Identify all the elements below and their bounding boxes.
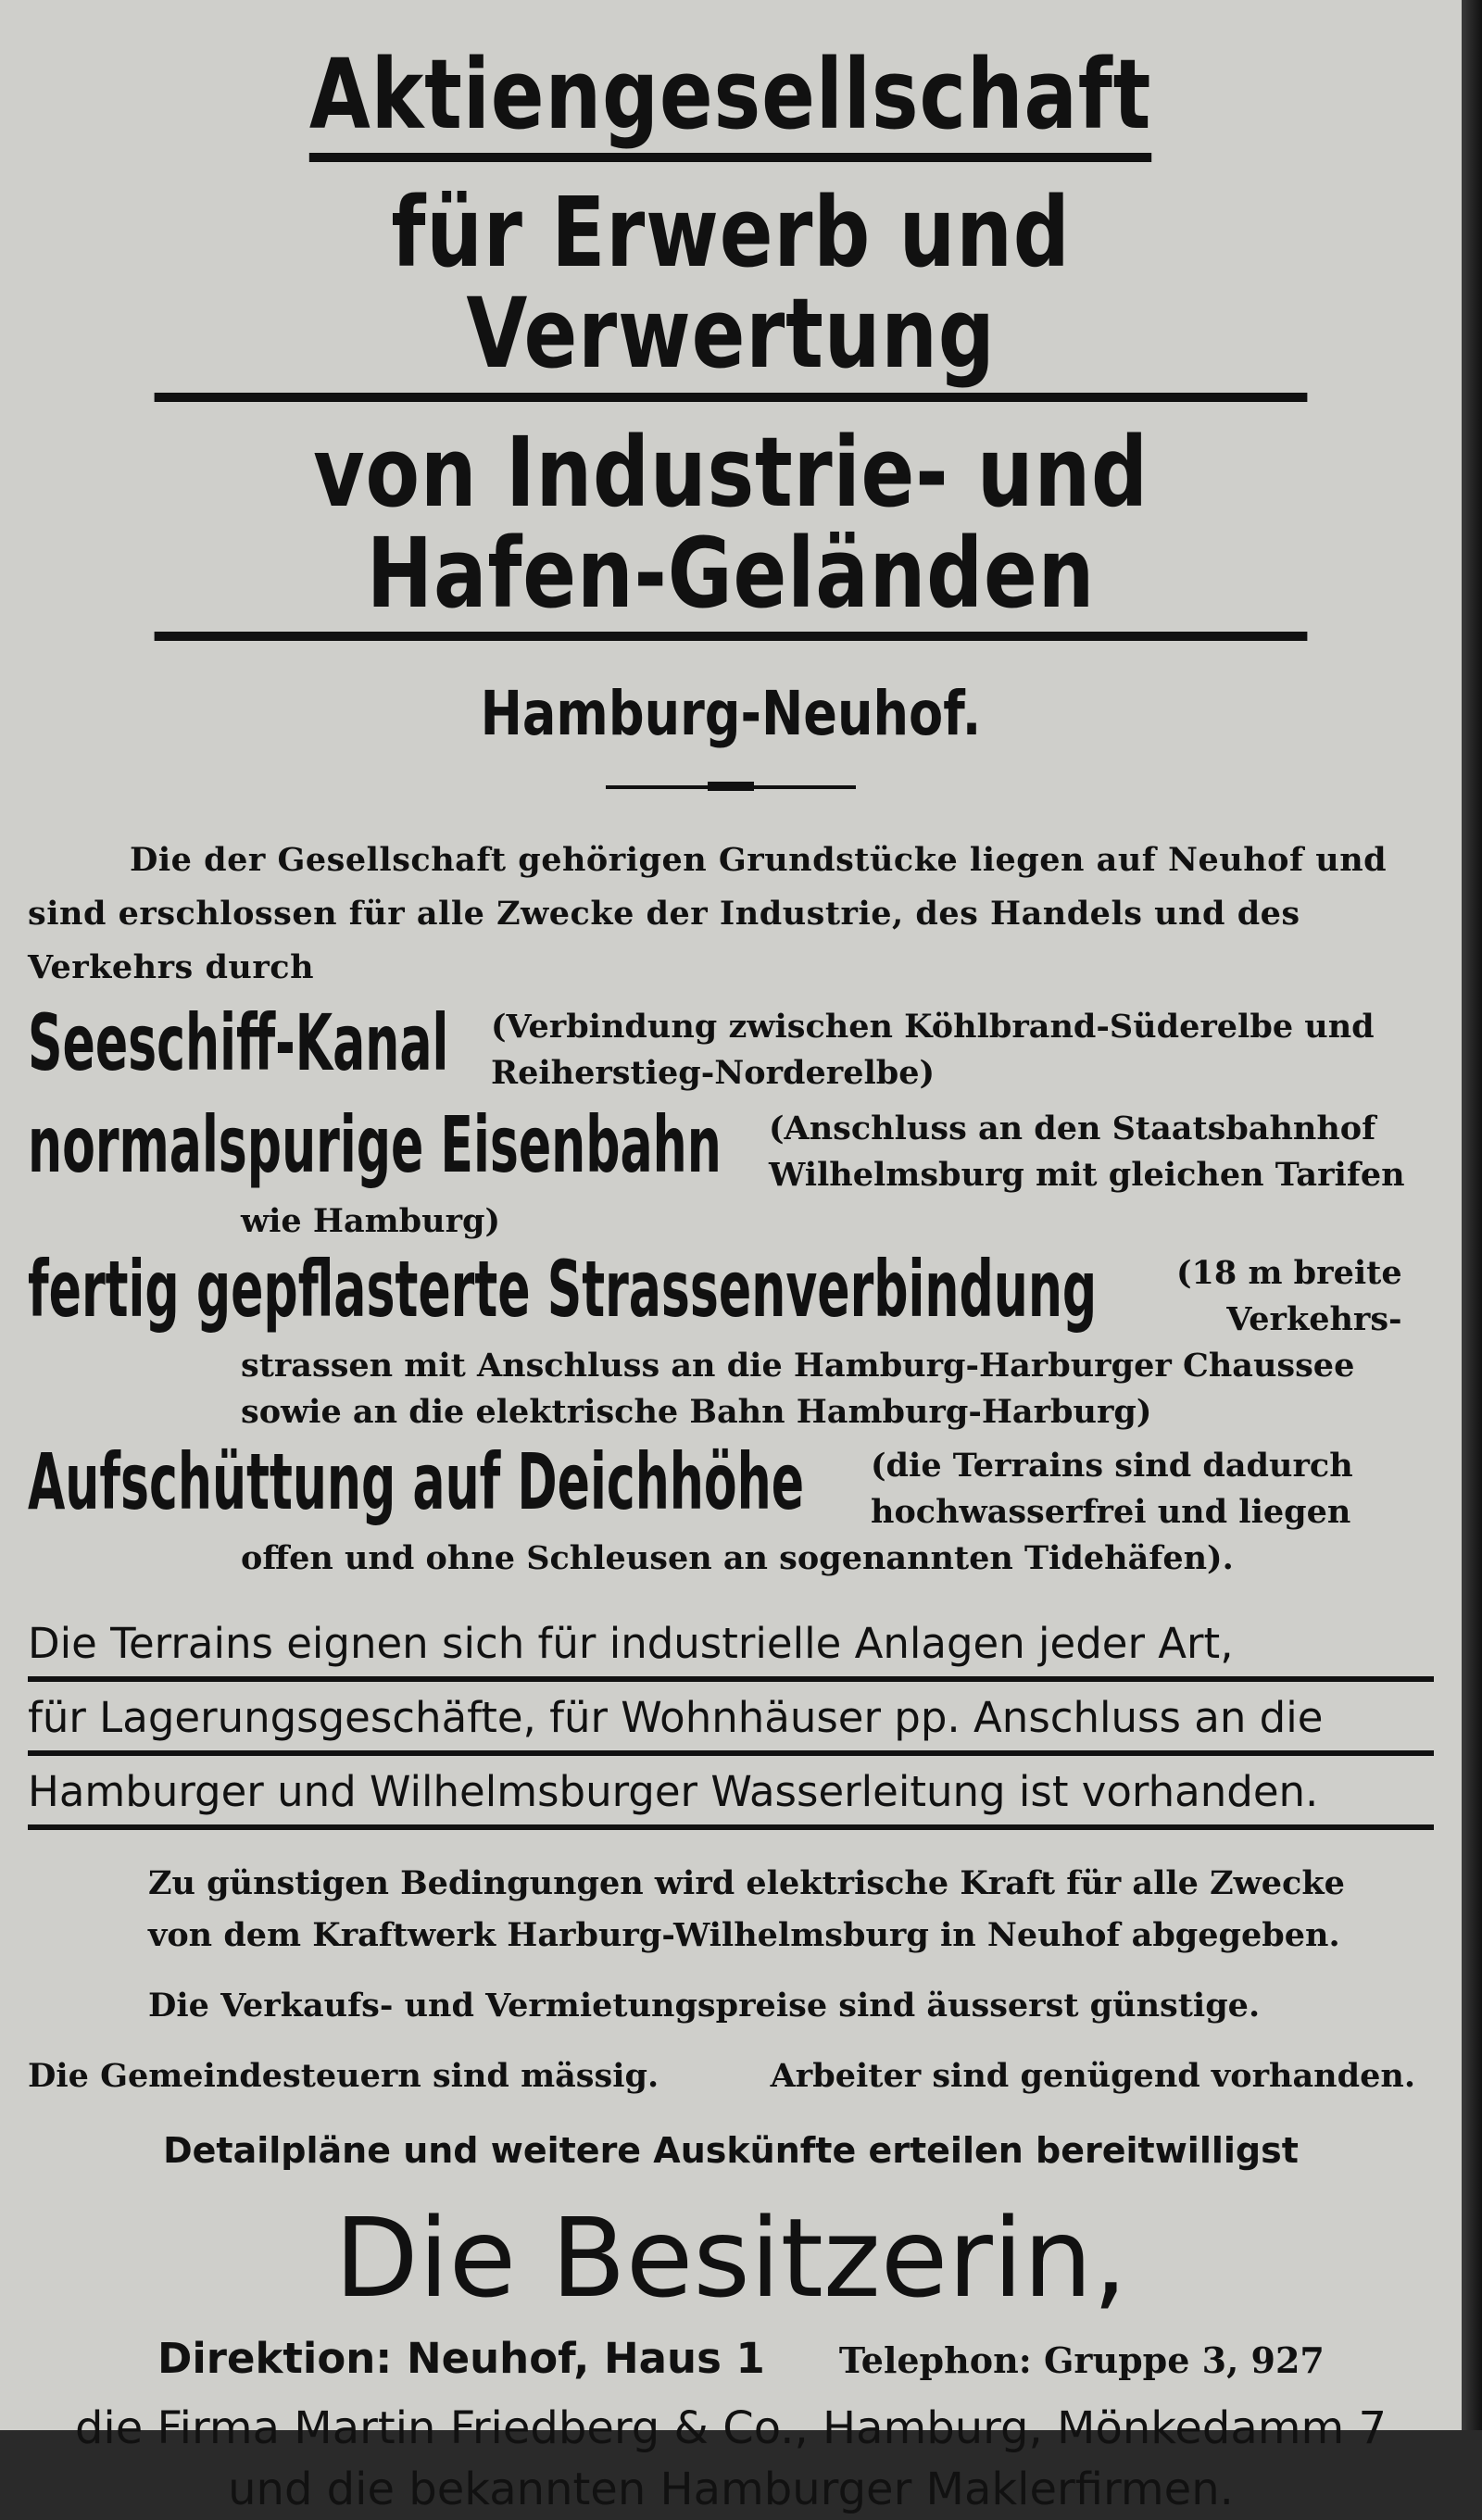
feature-detail-line: Reiherstieg-Norderelbe): [491, 1053, 936, 1092]
ornament-divider: [28, 775, 1434, 793]
feature-detail-line: hochwasserfrei und liegen: [871, 1492, 1351, 1531]
direction-address: Direktion: Neuhof, Haus 1: [157, 2333, 765, 2383]
feature-railway: [28, 1098, 1434, 1198]
feature-continuation: sowie an die elektrische Bahn Hamburg-Harburg): [241, 1392, 1152, 1431]
taxes-workers-row: [28, 2050, 1434, 2102]
power-line: von dem Kraftwerk Harburg-Wilhelmsburg in Neuhof abgegeben.: [148, 1915, 1340, 1954]
power-info: [28, 1858, 1434, 1962]
title-line-2: für Erwerb und Verwertung: [155, 182, 1308, 401]
feature-detail-line: Wilhelmsburg mit gleichen Tarifen: [769, 1155, 1405, 1194]
feature-canal: [28, 997, 1434, 1097]
intro-line-2: sind erschlossen für alle Zwecke der Industrie, des Handels und des: [28, 894, 1300, 933]
feature-detail-line: (Verbindung zwischen Köhlbrand-Süderelbe und: [491, 1007, 1375, 1046]
feature-heading: normalspurige Eisenbahn: [28, 1098, 722, 1190]
suitability-line: für Lagerungsgeschäfte, für Wohnhäuser pp. Anschluss an die: [28, 1689, 1434, 1756]
power-line: Zu günstigen Bedingungen wird elektrische Kraft für alle Zwecke: [148, 1863, 1345, 1902]
owner-heading: Die Besitzerin,: [334, 2193, 1127, 2322]
intro-line-1: Die der Gesellschaft gehörigen Grundstücke liegen auf Neuhof und: [130, 840, 1388, 879]
intro-paragraph: [28, 834, 1434, 995]
firm-line-2: und die bekannten Hamburger Maklerfirmen.: [228, 2463, 1234, 2515]
feature-heading: Seeschiff-Kanal: [28, 997, 449, 1088]
feature-detail-line: (Anschluss an den Staatsbahnhof: [769, 1109, 1376, 1147]
feature-detail-line: Verkehrs-: [1226, 1299, 1402, 1338]
title-line-1: Aktiengesellschaft: [309, 44, 1151, 162]
prices-info: Die Verkaufs- und Vermietungspreise sind äusserst günstige.: [148, 1986, 1261, 2025]
feature-detail: [769, 1106, 1405, 1198]
suitability-box: [28, 1615, 1434, 1830]
feature-continuation: offen und ohne Schleusen an sogenannten Tidehäfen).: [241, 1538, 1234, 1577]
feature-embankment: [28, 1436, 1434, 1536]
subtitle-location: Hamburg-Neuhof.: [480, 677, 982, 749]
taxes-info: Die Gemeindesteuern sind mässig.: [28, 2056, 659, 2095]
direction-row: [28, 2334, 1434, 2383]
suitability-line: Die Terrains eignen sich für industrielle Anlagen jeder Art,: [28, 1615, 1434, 1682]
feature-heading: Aufschüttung auf Deichhöhe: [28, 1436, 805, 1527]
feature-continuation: wie Hamburg): [241, 1201, 501, 1240]
firm-line-1: die Firma Martin Friedberg & Co., Hamburg, Mönkedamm 7: [74, 2401, 1388, 2454]
feature-detail-line: (die Terrains sind dadurch: [871, 1446, 1353, 1485]
firm-info: [28, 2398, 1434, 2520]
title-block: [28, 37, 1434, 641]
workers-info: Arbeiter sind genügend vorhanden.: [770, 2056, 1415, 2095]
feature-heading: fertig gepflasterte Strassenverbindung: [28, 1243, 1098, 1335]
intro-line-3: Verkehrs durch: [28, 947, 315, 986]
scan-edge: [1462, 0, 1482, 2430]
telephone-number: Telephon: Gruppe 3, 927: [838, 2338, 1325, 2381]
feature-detail: [1176, 1250, 1402, 1343]
detail-line: Detailpläne und weitere Auskünfte erteilen bereitwilligst: [163, 2129, 1299, 2171]
feature-detail-line: (18 m breite: [1176, 1253, 1402, 1292]
feature-detail: [871, 1443, 1353, 1536]
feature-detail: [491, 1004, 1375, 1097]
feature-road: [28, 1243, 1434, 1343]
feature-continuation: strassen mit Anschluss an die Hamburg-Harburger Chaussee: [241, 1346, 1355, 1385]
title-line-3: von Industrie- und Hafen-Geländen: [155, 422, 1308, 641]
suitability-line: Hamburger und Wilhelmsburger Wasserleitung ist vorhanden.: [28, 1763, 1434, 1830]
